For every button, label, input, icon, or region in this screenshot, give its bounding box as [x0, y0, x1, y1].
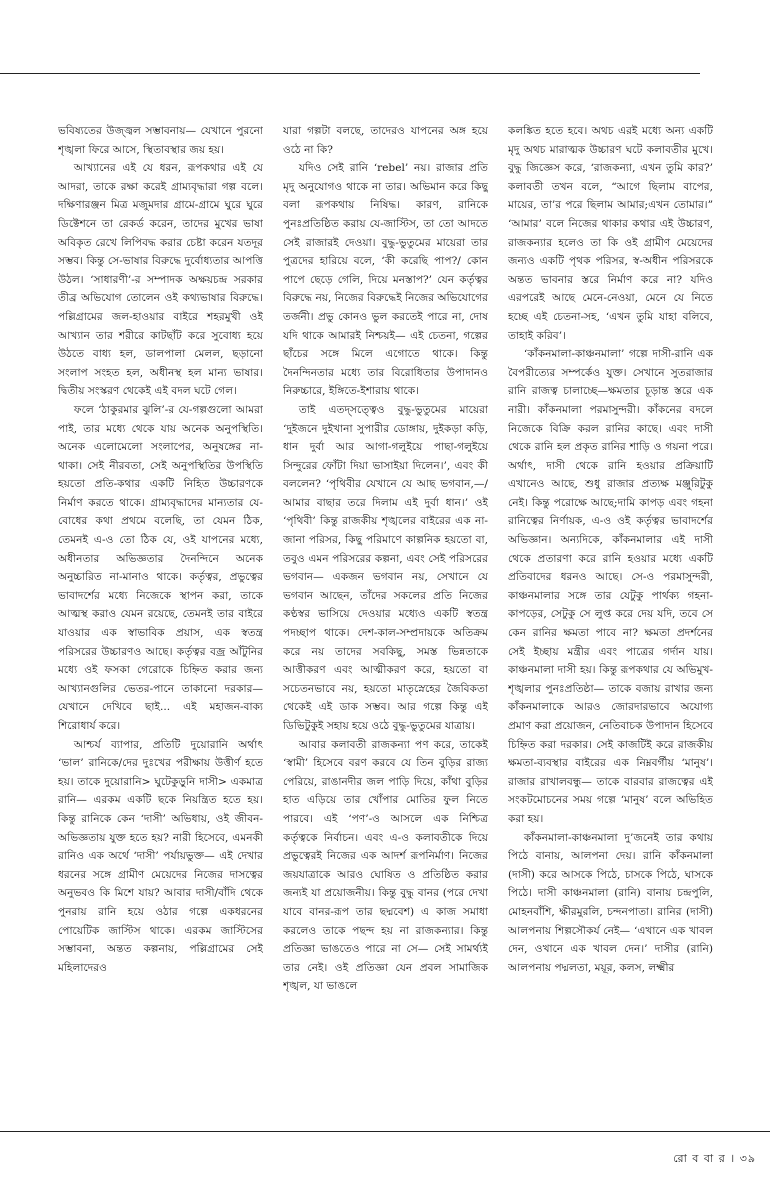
bottom-rule — [0, 1131, 770, 1132]
paragraph: আশ্চর্য ব্যাপার, প্রতিটি দুয়োরানি অর্থাৎ ‘ভাল’ রানিকে/দের দুঃখের পরীক্ষায় উত্তীর্ণ হতে হয়। তাকে দুয়োরানি> ঘুটেকুড়ুনি দাসী> একমাত্র রানি— এরকম একটি ছকে নিয়ন্ত্রিত হতে হয়। কিন্তু রানিকে কেন ‘দাসী’ অভিধায়, ওই জীবন-অভিজ্ঞতায় যুক্ত হতে হয়? নারী হিসেবে, এমনকী রানিও এক অর্থে ‘দাসী’ পর্যায়ভুক্ত— এই দেখার ধরনের সঙ্গে গ্রামীণ মেয়েদের নিজের দাসত্বের অনুভবও কি মিশে যায়? আবার দাসী/বাঁদি থেকে পুনরায় রানি হয়ে ওঠার গল্পে একধরনের পোয়েটিক জাস্টিস থাকে। এরকম জাস্টিসের সম্ভাবনা, অন্তত কল্পনায়, পল্লিগ্রামের সেই মহিলাদেরও — [58, 738, 263, 974]
column-3 — [508, 122, 713, 1127]
paragraph: কলঙ্কিত হতে হবে। অথচ এরই মধ্যে অন্য একটি মৃদু অথচ মারাত্মক উচ্চারণ ঘটে কলাবতীর মুখে। বুদ্ধু জিজ্ঞেস করে, ‘রাজকন্যা, এখন তুমি কার?’ কলাবতী তখন বলে, “আগে ছিলাম বাপের, মায়ের, তা’র পরে ছিলাম আমার;এখন তোমার।” ‘আমার’ বলে নিজের থাকার কথার এই উচ্চারণ, রাজকন্যার হলেও তা কি ওই গ্রামীণ মেয়েদের জন্যও একটি পৃথক পরিসর, স্ব-অধীন পরিসরকে অন্তত ভাবনার স্তরে নির্মাণ করে না? যদিও এরপরেই আছে মেনে-নেওয়া, মেনে যে নিতে হচ্ছে এই চেতনা-সহ, ‘এখন তুমি যাহা বলিবে, তাহাই করিব’। — [508, 125, 713, 342]
paragraph: আখ্যানের এই যে ধরন, রূপকথার এই যে আদরা, তাকে রক্ষা করেই গ্রাম্যবৃদ্ধারা গল্প বলে। দক্ষিণারঞ্জন মিত্র মজুমদার গ্রামে-গ্রামে ঘুরে ঘুরে ডিক্টেশনে তা রেকর্ড করেন, তাদের মুখের ভাষা অবিকৃত রেখে লিপিবদ্ধ করার চেষ্টা করেন যতদূর সম্ভব। কিন্তু সে-ভাষার বিরুদ্ধে দুর্বোধ্যতার আপত্তি উঠল। ‘সাধারণী’-র সম্পাদক অক্ষয়চন্দ্র সরকার তীব্র অভিযোগ তোলেন ওই কথ্যভাষার বিরুদ্ধে। পল্লিগ্রামের জল-হাওয়ার বাইরে শহরমুখী ওই আখ্যান তার শরীরে কাটছাঁট করে সুবোধ্য হয়ে উঠতে বাধ্য হল, ডালপালা মেলল, ছড়ানো সংলাপ সংহত হল, অধীনস্থ হল মান্য ভাষার। দ্বিতীয় সংস্করণ থেকেই এই বদল ঘটে গেল। — [58, 162, 263, 398]
paragraph: যদিও সেই রানি ‘rebel’ নয়। রাজার প্রতি মৃদু অনুযোগও থাকে না তার। অভিমান করে কিছু বলা রূপকথায় নিষিদ্ধ। কারণ, রানিকে পুনঃপ্রতিষ্ঠিত করায় যে-জাস্টিস, তা তো আদতে সেই রাজারই দেওয়া। বুদ্ধু-ভুতুমের মায়েরা তার পুত্রদের হারিয়ে বলে, ‘কী করেছি পাপ?/ কোন পাপে ছেড়ে গেলি, দিয়ে মনস্তাপ?’ যেন কর্তৃত্বর বিরুদ্ধে নয়, নিজের বিরুদ্ধেই নিজের অভিযোগের তর্জনী। প্রভু কোনও ভুল করতেই পারে না, দোষ যদি থাকে আমারই নিশ্চয়ই— এই চেতনা, গল্পের ছাঁচের সঙ্গে মিলে এগোতে থাকে। কিন্তু দৈনন্দিনতার মধ্যে তার বিরোধিতার উপাদানও নিরুচ্চারে, ইঙ্গিতে-ইশারায় থাকে। — [283, 162, 488, 398]
paragraph: তাই এতদ্সত্ত্বেও বুদ্ধু-ভুতুমের মায়েরা ‘দুইজনে দুইখানা সুপারীর ডোঙ্গায়, দুইকড়া কড়ি, ধান দুর্বা আর আগা-গলুইয়ে পাছা-গলুইয়ে সিন্দুরের ফোঁটা দিয়া ভাসাইয়া দিলেন।’, এবং কী বললেন? ‘পৃথিবীর যেখানে যে আছ ভগবান,—/ আমার বাছার তরে দিলাম এই দুর্বা ধান।’ ওই ‘পৃথিবী’ কিন্তু রাজকীয় শৃঙ্খলের বাইরের এক না-জানা পরিসর, কিছু পরিমাণে কাল্পনিক হয়তো বা, তবুও এমন পরিসরের কল্পনা, এবং সেই পরিসরের ভগবান— একজন ভগবান নয়, সেখানে যে ভগবান আছেন, তাঁদের সকলের প্রতি নিজের কণ্ঠস্বর ভাসিয়ে দেওয়ার মধ্যেও একটি স্বতন্ত্র পদচ্ছাপ থাকে। দেশ-কাল-সম্প্রদায়কে অতিক্রম করে নয় তাদের সবকিছু, সমস্ত ভিন্নতাকে আত্তীকরণ এবং আত্মীকরণ করে, হয়তো বা সচেতনভাবে নয়, হয়তো মাতৃস্নেহের জৈবিকতা থেকেই এই ডাক সম্ভব। আর গল্পে কিন্তু এই ডিভিটুকুই সহায় হয়ে ওঠে বুদ্ধু-ভুতুমের যাত্রায়। — [283, 403, 488, 732]
page-footer: রো ব বা র । ৩৯ — [673, 1152, 756, 1165]
paragraph: যারা গল্পটা বলছে, তাদেরও যাপনের অঙ্গ হয়ে ওঠে না কি? — [283, 125, 488, 156]
column-1 — [58, 122, 263, 1127]
article-columns — [58, 122, 713, 1127]
paragraph: আবার কলাবতী রাজকন্যা পণ করে, তাকেই ‘স্বামী’ হিসেবে বরণ করবে যে তিন বুড়ির রাজ্য পেরিয়ে, রাঙানদীর জল পাড়ি দিয়ে, কাঁথা বুড়ির হাত এড়িয়ে তার খোঁপার মোতির ফুল নিতে পারবে। এই ‘পণ’-ও আসলে এক নিশ্চিত্র কর্তৃত্বকে নির্বাচন। এবং এ-ও কলাবতীকে দিয়ে প্রভুত্বেরই নিজের এক আদর্শ রূপনির্মাণ। নিজের জয়যাত্রাকে আরও ঘোষিত ও প্রতিষ্ঠিত করার জন্যই যা প্রয়োজনীয়। কিন্তু বুদ্ধু বানর (পরে দেখা যাবে বানর-রূপ তার ছদ্মবেশ) এ কাজ সমাধা করলেও তাকে পছন্দ হয় না রাজকন্যার। কিন্তু প্রতিজ্ঞা ভাঙতেও পারে না সে— সেই সামর্থ্যই তার নেই। ওই প্রতিজ্ঞা যেন প্রবল সামাজিক শৃঙ্খল, যা ভাঙলে — [283, 738, 488, 993]
paragraph: ভবিষ্যতের উজ্জ্বল সম্ভাবনায়— যেখানে পুরনো শৃঙ্খলা ফিরে আসে, স্থিতাবস্থার জয় হয়। — [58, 125, 263, 156]
top-rule — [0, 73, 700, 74]
paragraph: ‘কাঁকনমালা-কাঞ্চনমালা’ গল্পে দাসী-রানি এক বৈপরীত্যের সম্পর্কেও যুক্ত। সেখানে সুতরাজার রানি রাজত্ব চালাচ্ছে—ক্ষমতার চূড়ান্ত স্তরে এক নারী। কাঁকনমালা পরমাসুন্দরী। কাঁকনের বদলে নিজেকে বিক্রি করল রানির কাছে। এবং দাসী থেকে রানি হল প্রকৃত রানির শাড়ি ও গয়না পরে। অর্থাৎ, দাসী থেকে রানি হওয়ার প্রক্রিয়াটি এখানেও আছে, শুধু রাজার প্রত্যক্ষ মঞ্জুরিটুকু নেই। কিন্তু পরোক্ষে আছে;দামি কাপড় এবং গহনা রানিত্বের নির্ণায়ক, এ-ও ওই কর্তৃত্বর ভাবাদর্শের অভিজ্ঞান। অন্যদিকে, কাঁকনমালার এই দাসী থেকে প্রতারণা করে রানি হওয়ার মধ্যে একটি প্রতিবাদের ধরনও আছে। সে-ও পরমাসুন্দরী, কাঞ্চনমালার সঙ্গে তার যেটুকু পার্থক্য গহনা-কাপড়ের, সেটুকু সে লুপ্ত করে দেয় যদি, তবে সে কেন রানির ক্ষমতা পাবে না? ক্ষমতা প্রদর্শনের সেই ইচ্ছায় মন্ত্রীর এবং পাত্রের গর্দান যায়। কাঞ্চনমালা দাসী হয়। কিন্তু রূপকথার যে অভিমুখ- শৃঙ্খলার পুনঃপ্রতিষ্ঠা— তাকে বজায় রাখার জন্য কাঁকনমালাকে আরও জোরদারভাবে অযোগ্য প্রমাণ করা প্রয়োজন, নেতিবাচক উপাদান হিসেবে চিহ্নিত করা দরকার। সেই কাজটিই করে রাজকীয় ক্ষমতা-ব্যবস্থার বাইরের এক নিম্নবর্গীয় ‘মানুষ’। রাজার রাখালবন্ধু— তাকে বারবার রাজত্বের এই সংকটমোচনের সময় গল্পে ‘মানুষ’ বলে অভিহিত করা হয়। — [508, 348, 713, 825]
paragraph: ফলে ‘ঠাকুরমার ঝুলি’-র যে-গল্পগুলো আমরা পাই, তার মধ্যে থেকে যায় অনেক অনুপস্থিতি। অনেক এলোমেলো সংলাপের, অনুষঙ্গের না-থাকা। সেই নীরবতা, সেই অনুপস্থিতির উপস্থিতি হয়তো প্রতি-কথার একটি নিহিত উচ্চারণকে নির্মাণ করতে থাকে। গ্রাম্যবৃদ্ধাদের মান্যতার যে-বোধের কথা প্রথমে বলেছি, তা যেমন ঠিক, তেমনই এ-ও তো ঠিক যে, ওই যাপনের মধ্যে, অধীনতার অভিজ্ঞতার দৈনন্দিনে অনেক অনুচ্চারিত না-মানাও থাকে। কর্তৃত্বর, প্রভুত্বের ভাবাদর্শের মধ্যে নিজেকে স্থাপন করা, তাকে আত্মস্থ করাও যেমন রয়েছে, তেমনই তার বাইরে যাওয়ার এক স্বাভাবিক প্রয়াস, এক স্বতন্ত্র পরিসরের উচ্চারণও আছে। কর্তৃত্বর বজ্র আঁটুনির মধ্যে ওই ফসকা গেরোকে চিহ্নিত করার জন্য আখ্যানগুলির ভেতর-পানে তাকানো দরকার— যেখানে দেখিবে ছাই... এই মহাজন-বাক্য শিরোধার্য করে। — [58, 403, 263, 732]
paragraph: কাঁকনমালা-কাঞ্চনমালা দু’জনেই তার কথায় পিঠে বানায়, আলপনা দেয়। রানি কাঁকনমালা (দাসী) করে আসকে পিঠে, চাসকে পিঠে, ঘাসকে পিঠে। দাসী কাঞ্চনমালা (রানি) বানায় চন্দ্রপুলি, মোহনবাঁশি, ক্ষীরমুরলি, চন্দনপাতা। রানির (দাসী) আলপনায় শিল্পসৌকর্য নেই— ‘এখানে এক খাবল দেন, ওখানে এক খাবল দেন।’ দাসীর (রানি) আলপনায় পদ্মলতা, ময়ূর, কলস, লক্ষ্মীর — [508, 831, 713, 974]
column-2 — [283, 122, 488, 1127]
